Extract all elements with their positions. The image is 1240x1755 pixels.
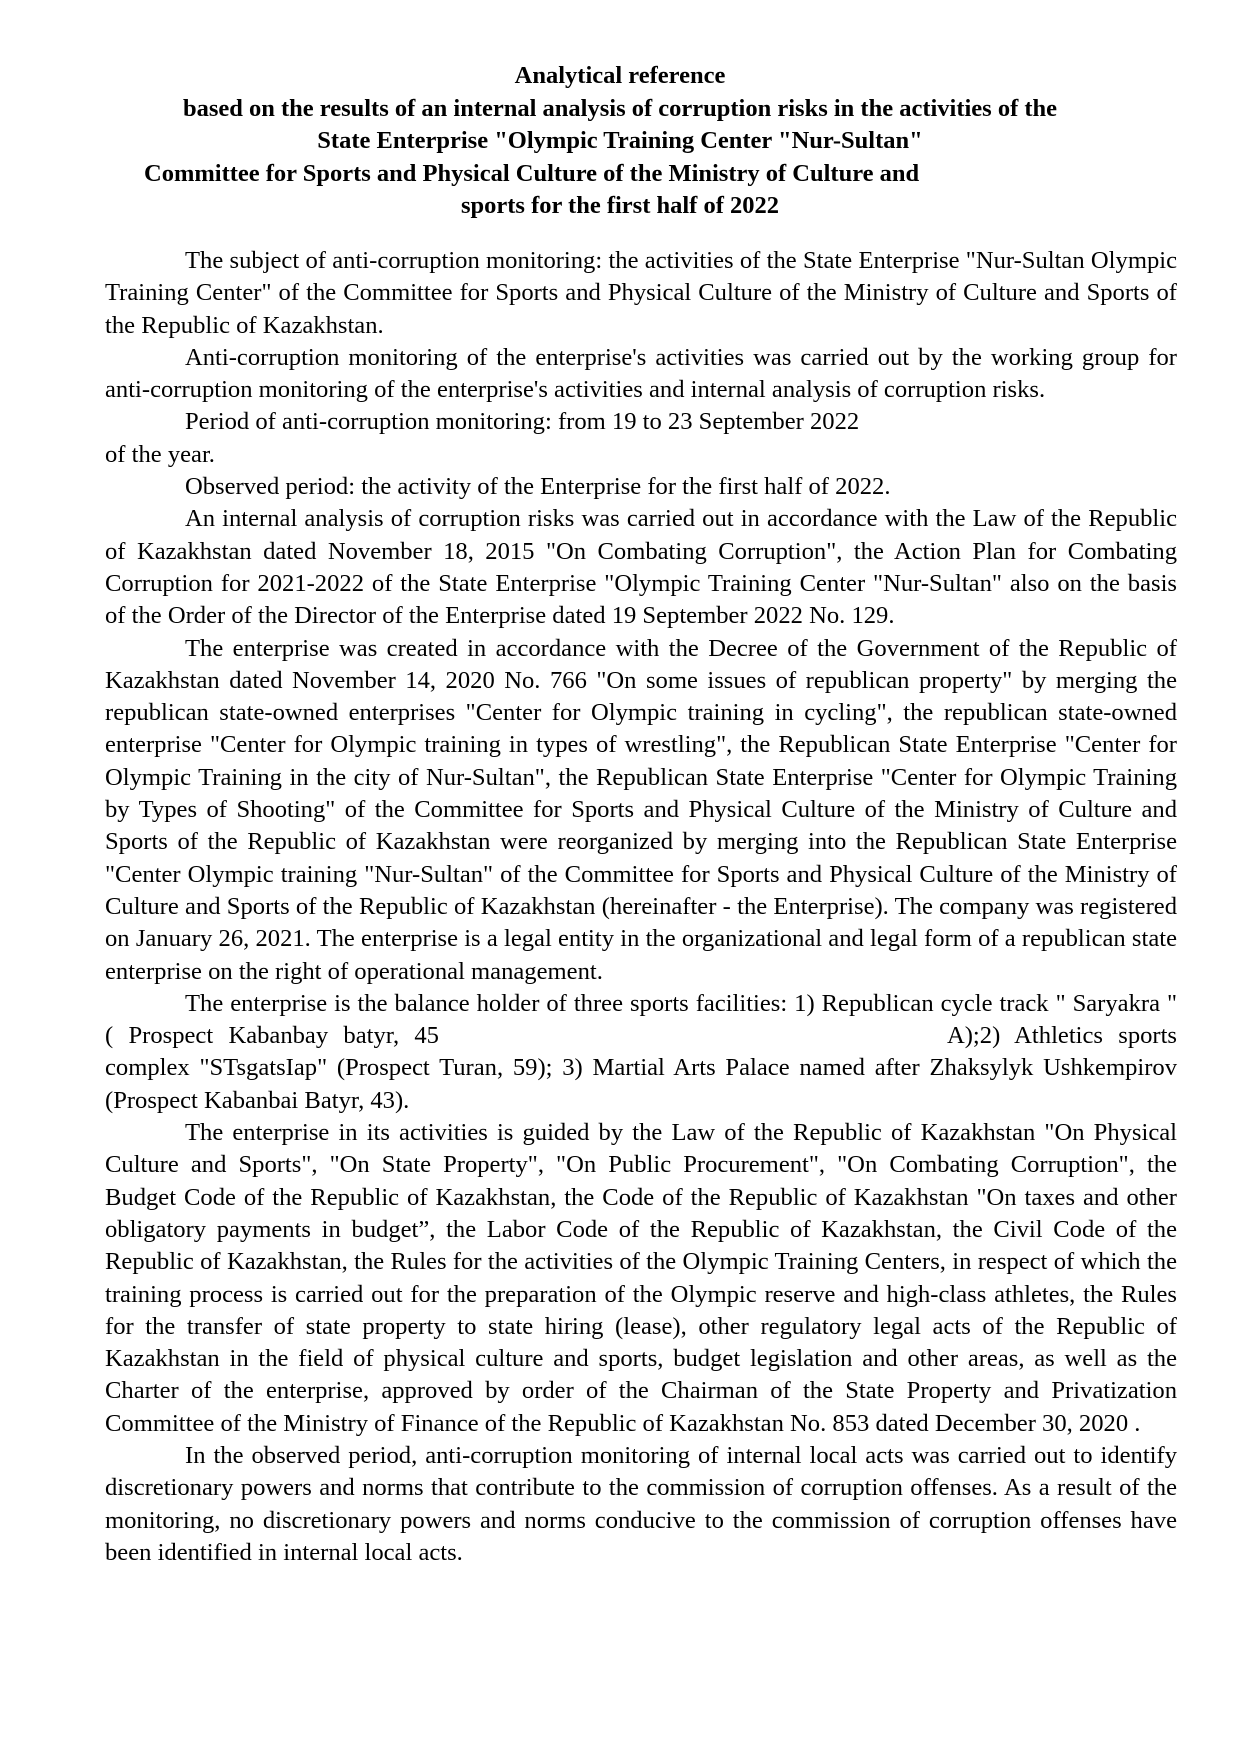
paragraph-monitoring-subject: The subject of anti-corruption monitoring: the activities of the State Enterprise "Nur-Sultan Olympic Training Center" of the Committee for Sports and Physical Culture of the Ministry of Culture and Sports of the Republic of Kazakhstan. xyxy=(105,247,1177,339)
title-line: Analytical reference xyxy=(514,62,726,89)
facilities-text-part1: The enterprise is the balance holder of three sports facilities: 1) Republican cycle track " Saryakra " ( Prospect Kabanbay batyr, 45 xyxy=(105,989,1177,1050)
title-line: sports for the first half of 2022 xyxy=(460,192,779,219)
paragraph-legal-basis: An internal analysis of corruption risks was carried out in accordance with the Law of the Republic of Kazakhstan dated November 18, 2015 "On Combating Corruption", the Action Plan for Combating Corruption for 2021-2022 of the State Enterprise "Olympic Training Center "Nur-Sultan" also on the basis of the Order of the Director of the Enterprise dated 19 September 2022 No. 129. xyxy=(105,505,1177,630)
title-line: based on the results of an internal analysis of corruption risks in the activities of the xyxy=(182,94,1058,122)
document-body xyxy=(105,245,1177,1569)
title-line: State Enterprise "Olympic Training Center "Nur-Sultan" xyxy=(317,127,923,154)
paragraph-observed-period: Observed period: the activity of the Enterprise for the first half of 2022. xyxy=(185,473,891,501)
paragraph-enterprise-creation: The enterprise was created in accordance with the Decree of the Government of the Republic of Kazakhstan dated November 14, 2020 No. 766 "On some issues of republican property" by merging the republican state-owned enterprises "Center for Olympic training in cycling", the republican state-owned enterprise "Center for Olympic training in types of wrestling", the Republican State Enterprise "Center for Olympic Training in the city of Nur-Sultan", the Republican State Enterprise "Center for Olympic Training by Types of Shooting" of the Committee for Sports and Physical Culture of the Ministry of Culture and Sports of the Republic of Kazakhstan were reorganized by merging into the Republican State Enterprise "Center Olympic training "Nur-Sultan" of the Committee for Sports and Physical Culture of the Ministry of Culture and Sports of the Republic of Kazakhstan (hereinafter - the Enterprise). The company was registered on January 26, 2021. The enterprise is a legal entity in the organizational and legal form of a republican state enterprise on the right of operational management. xyxy=(105,634,1177,985)
paragraph-sports-facilities xyxy=(105,988,1177,1117)
facilities-text-part2: A);2) Athletics sports complex "STsgatsIap" (Prospect Turan, 59); 3) Martial Arts Palace named after Zhaksylyk Ushkempirov (Prospect Kabanbai Batyr, 43). xyxy=(105,1022,1178,1114)
paragraph-monitoring-period-cont: of the year. xyxy=(105,440,215,468)
paragraph-working-group: Anti-corruption monitoring of the enterprise's activities was carried out by the working group for anti-corruption monitoring of the enterprise's activities and internal analysis of corruption risks. xyxy=(105,343,1177,404)
paragraph-regulatory-framework: The enterprise in its activities is guided by the Law of the Republic of Kazakhstan "On Physical Culture and Sports", "On State Property", "On Public Procurement", "On Combating Corruption", the Budget Code of the Republic of Kazakhstan, the Code of the Republic of Kazakhstan "On taxes and other obligatory payments in budget”, the Labor Code of the Republic of Kazakhstan, the Civil Code of the Republic of Kazakhstan, the Rules for the activities of the Olympic Training Centers, in respect of which the training process is carried out for the preparation of the Olympic reserve and high-class athletes, the Rules for the transfer of state property to state hiring (lease), other regulatory legal acts of the Republic of Kazakhstan in the field of physical culture and sports, budget legislation and other areas, as well as the Charter of the enterprise, approved by order of the Chairman of the State Property and Privatization Committee of the Ministry of Finance of the Republic of Kazakhstan No. 853 dated December 30, 2020 . xyxy=(105,1119,1177,1437)
title-line: Committee for Sports and Physical Culture of the Ministry of Culture and xyxy=(144,159,920,187)
paragraph-monitoring-period: Period of anti-corruption monitoring: from 19 to 23 September 2022 xyxy=(185,408,860,436)
document-title xyxy=(100,60,1140,223)
paragraph-monitoring-results: In the observed period, anti-corruption monitoring of internal local acts was carried out to identify discretionary powers and norms that contribute to the commission of corruption offenses. As a result of the monitoring, no discretionary powers and norms conducive to the commission of corruption offenses have been identified in internal local acts. xyxy=(105,1441,1177,1566)
